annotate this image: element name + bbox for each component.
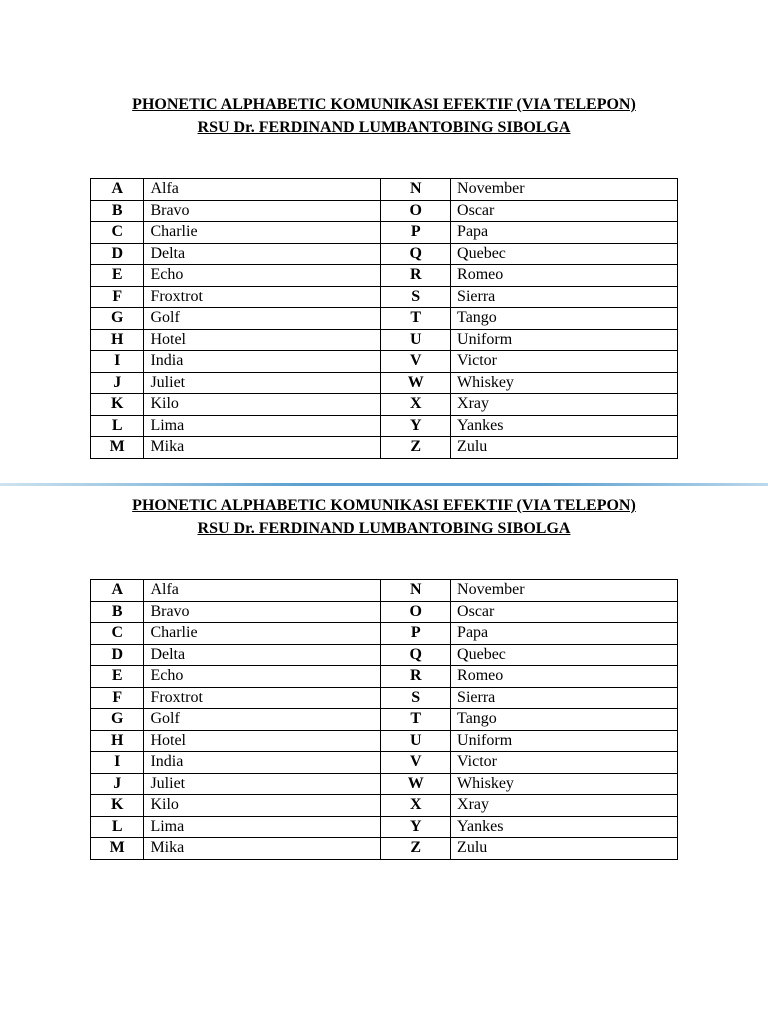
title-line-1: PHONETIC ALPHABETIC KOMUNIKASI EFEKTIF (VIA TELEPON) [132, 96, 636, 113]
word-cell: Froxtrot [144, 687, 381, 709]
letter-cell: Y [381, 816, 451, 838]
letter-cell: R [381, 265, 451, 287]
phonetic-section-1 [0, 93, 768, 456]
word-cell: Zulu [451, 838, 678, 860]
letter-cell: P [381, 222, 451, 244]
letter-cell: T [381, 308, 451, 330]
letter-cell: J [91, 372, 144, 394]
table-row [91, 730, 678, 752]
word-cell: Papa [451, 623, 678, 645]
letter-cell: P [381, 623, 451, 645]
table-row [91, 415, 678, 437]
word-cell: Tango [451, 308, 678, 330]
letter-cell: D [91, 644, 144, 666]
word-cell: Zulu [451, 437, 678, 459]
letter-cell: K [91, 394, 144, 416]
word-cell: Juliet [144, 773, 381, 795]
table-row [91, 666, 678, 688]
word-cell: Alfa [144, 179, 381, 201]
letter-cell: K [91, 795, 144, 817]
letter-cell: N [381, 580, 451, 602]
word-cell: Mika [144, 838, 381, 860]
word-cell: Bravo [144, 200, 381, 222]
letter-cell: G [91, 709, 144, 731]
word-cell: Quebec [451, 243, 678, 265]
letter-cell: L [91, 816, 144, 838]
word-cell: Hotel [144, 329, 381, 351]
letter-cell: D [91, 243, 144, 265]
word-cell: Kilo [144, 795, 381, 817]
phonetic-table-body [91, 580, 678, 860]
word-cell: Delta [144, 243, 381, 265]
letter-cell: H [91, 730, 144, 752]
letter-cell: V [381, 752, 451, 774]
letter-cell: O [381, 200, 451, 222]
letter-cell: U [381, 730, 451, 752]
word-cell: November [451, 179, 678, 201]
table-row [91, 644, 678, 666]
table-row [91, 437, 678, 459]
word-cell: Victor [451, 752, 678, 774]
word-cell: Quebec [451, 644, 678, 666]
table-row [91, 601, 678, 623]
table-row [91, 838, 678, 860]
letter-cell: S [381, 687, 451, 709]
table-row [91, 308, 678, 330]
word-cell: Hotel [144, 730, 381, 752]
word-cell: India [144, 752, 381, 774]
letter-cell: F [91, 687, 144, 709]
letter-cell: E [91, 666, 144, 688]
letter-cell: H [91, 329, 144, 351]
letter-cell: L [91, 415, 144, 437]
letter-cell: C [91, 623, 144, 645]
word-cell: Juliet [144, 372, 381, 394]
phonetic-table-1 [90, 178, 678, 459]
word-cell: Xray [451, 394, 678, 416]
letter-cell: A [91, 179, 144, 201]
letter-cell: A [91, 580, 144, 602]
word-cell: Charlie [144, 222, 381, 244]
title-line-2: RSU Dr. FERDINAND LUMBANTOBING SIBOLGA [197, 119, 571, 136]
table-row [91, 329, 678, 351]
letter-cell: B [91, 601, 144, 623]
letter-cell: V [381, 351, 451, 373]
word-cell: Golf [144, 709, 381, 731]
table-row [91, 709, 678, 731]
word-cell: Echo [144, 265, 381, 287]
word-cell: Sierra [451, 286, 678, 308]
letter-cell: X [381, 795, 451, 817]
table-row [91, 286, 678, 308]
word-cell: Xray [451, 795, 678, 817]
table-row [91, 265, 678, 287]
phonetic-section-2 [0, 494, 768, 857]
table-row [91, 179, 678, 201]
word-cell: Oscar [451, 601, 678, 623]
word-cell: India [144, 351, 381, 373]
word-cell: Golf [144, 308, 381, 330]
table-row [91, 580, 678, 602]
letter-cell: R [381, 666, 451, 688]
letter-cell: G [91, 308, 144, 330]
word-cell: Delta [144, 644, 381, 666]
word-cell: Romeo [451, 666, 678, 688]
word-cell: November [451, 580, 678, 602]
word-cell: Kilo [144, 394, 381, 416]
letter-cell: I [91, 351, 144, 373]
word-cell: Whiskey [451, 372, 678, 394]
letter-cell: N [381, 179, 451, 201]
table-row [91, 372, 678, 394]
letter-cell: T [381, 709, 451, 731]
letter-cell: E [91, 265, 144, 287]
word-cell: Tango [451, 709, 678, 731]
title-line-1: PHONETIC ALPHABETIC KOMUNIKASI EFEKTIF (VIA TELEPON) [132, 497, 636, 514]
word-cell: Bravo [144, 601, 381, 623]
letter-cell: Z [381, 437, 451, 459]
letter-cell: W [381, 372, 451, 394]
letter-cell: Y [381, 415, 451, 437]
letter-cell: I [91, 752, 144, 774]
phonetic-table-2 [90, 579, 678, 860]
word-cell: Papa [451, 222, 678, 244]
phonetic-table-body [91, 179, 678, 459]
word-cell: Yankes [451, 415, 678, 437]
letter-cell: W [381, 773, 451, 795]
table-row [91, 351, 678, 373]
table-row [91, 222, 678, 244]
table-row [91, 773, 678, 795]
word-cell: Uniform [451, 730, 678, 752]
word-cell: Froxtrot [144, 286, 381, 308]
table-row [91, 795, 678, 817]
letter-cell: M [91, 437, 144, 459]
letter-cell: B [91, 200, 144, 222]
word-cell: Oscar [451, 200, 678, 222]
word-cell: Echo [144, 666, 381, 688]
letter-cell: X [381, 394, 451, 416]
letter-cell: O [381, 601, 451, 623]
word-cell: Uniform [451, 329, 678, 351]
word-cell: Lima [144, 415, 381, 437]
word-cell: Charlie [144, 623, 381, 645]
letter-cell: Z [381, 838, 451, 860]
letter-cell: U [381, 329, 451, 351]
letter-cell: Q [381, 243, 451, 265]
letter-cell: Q [381, 644, 451, 666]
word-cell: Mika [144, 437, 381, 459]
word-cell: Lima [144, 816, 381, 838]
letter-cell: J [91, 773, 144, 795]
table-row [91, 394, 678, 416]
letter-cell: S [381, 286, 451, 308]
letter-cell: C [91, 222, 144, 244]
word-cell: Sierra [451, 687, 678, 709]
title-line-2: RSU Dr. FERDINAND LUMBANTOBING SIBOLGA [197, 520, 571, 537]
table-row [91, 816, 678, 838]
table-row [91, 243, 678, 265]
letter-cell: M [91, 838, 144, 860]
table-row [91, 752, 678, 774]
table-row [91, 200, 678, 222]
table-row [91, 687, 678, 709]
word-cell: Victor [451, 351, 678, 373]
word-cell: Romeo [451, 265, 678, 287]
word-cell: Yankes [451, 816, 678, 838]
word-cell: Alfa [144, 580, 381, 602]
letter-cell: F [91, 286, 144, 308]
table-row [91, 623, 678, 645]
page-divider [0, 483, 768, 486]
word-cell: Whiskey [451, 773, 678, 795]
